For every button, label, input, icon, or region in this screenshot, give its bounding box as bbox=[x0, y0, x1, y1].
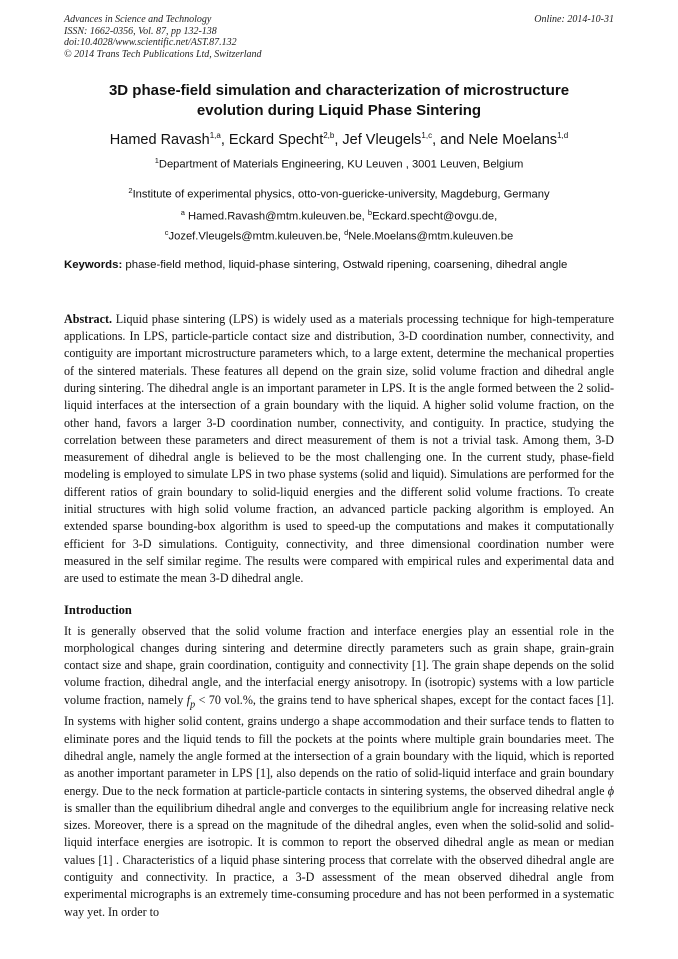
affiliation-2 bbox=[64, 183, 614, 203]
author-affiliation-mark: 2,b bbox=[323, 131, 335, 140]
intro-text: It is generally observed that the solid volume fraction and interface energies play an essential role in the morphological changes during sintering and determine directly parameters such as grain shape, grain-grain contact size and shape, grain coordination, contiguity and connectivity [1]. The grain shape depends on the solid volume fraction, dihedral angle, and the interfacial energy anisotropy. In (isotropic) systems with a low particle volume fraction, namely bbox=[64, 623, 614, 707]
author-affiliation-mark: 1,c bbox=[421, 131, 433, 140]
author-name: Jef Vleugels bbox=[342, 131, 422, 148]
abstract-paragraph bbox=[64, 311, 614, 588]
email-mark: b bbox=[367, 208, 373, 218]
author-name: Hamed Ravash bbox=[109, 131, 210, 148]
keywords-label: Keywords: bbox=[64, 258, 123, 271]
author-name: Nele Moelans bbox=[468, 131, 558, 148]
author-conjunction: and bbox=[440, 131, 465, 148]
online-date: Online: 2014-10-31 bbox=[534, 14, 614, 25]
doi-line: doi:10.4028/www.scientific.net/AST.87.132 bbox=[64, 37, 237, 48]
journal-header bbox=[64, 14, 614, 60]
title-line-2: evolution during Liquid Phase Sintering bbox=[196, 102, 482, 119]
journal-name: Advances in Science and Technology bbox=[64, 14, 212, 25]
email-line-1 bbox=[64, 205, 614, 225]
affiliation-mark: 2 bbox=[128, 185, 133, 195]
introduction-heading: Introduction bbox=[64, 602, 132, 617]
abstract-text: Liquid phase sintering (LPS) is widely used as a materials processing technique for high-temperature applications. In LPS, particle-particle contact size and distribution, 3-D coordination number, connectivity, and contiguity are important microstructure parameters which, to a large extent, determine the mechanical properties of the sintered materials. These features all depend on the grain size, solid volume fraction and dihedral angle during sintering. The dihedral angle is an important parameter in LPS. It is the angle formed between the 2 solid-liquid interfaces at the intersection of a grain boundary with the liquid. A higher solid volume fraction, on the other hand, favors a larger 3-D coordination number, connectivity, and contiguity. In practice, studying the correlation between these parameters and direct measurement of them is not a trivial task. Among them, 3-D measurement of dihedral angle is believed to be the most challenging one. In the current study, phase-field modeling is employed to simulate LPS in two phase systems (solid and liquid). Simulations are performed for the different ratios of grain boundary to solid-liquid energies and the different solid volume fractions. To create initial structures with high solid volume fraction, an advanced particle packing algorithm is employed. An extended sparse bounding-box algorithm is used to speed-up the computations and makes it computationally efficient for 3-D simulations. Contiguity, connectivity, and three dimensional coordination number were measured in the self similar regime. The results were compared with empirical rules and experimental data and are used to estimate the mean 3-D dihedral angle. bbox=[64, 311, 614, 586]
email-link[interactable]: Jozef.Vleugels@mtm.kuleuven.be, bbox=[168, 230, 341, 243]
issn-line: ISSN: 1662-0356, Vol. 87, pp 132-138 bbox=[64, 25, 217, 37]
author-affiliation-mark: 1,a bbox=[209, 131, 221, 140]
affiliation-text: Institute of experimental physics, otto-von-guericke-university, Magdeburg, Germany bbox=[132, 188, 550, 201]
keywords-text: phase-field method, liquid-phase sintering, Ostwald ripening, coarsening, dihedral angle bbox=[125, 258, 568, 271]
email-line-2 bbox=[64, 225, 614, 245]
introduction-paragraph bbox=[64, 623, 614, 921]
dihedral-angle-symbol: ϕ bbox=[607, 783, 614, 798]
intro-text: is smaller than the equilibrium dihedral angle and converges to the equilibrium angle for increasing relative neck sizes. Moreover, there is a spread on the magnitude of the dihedral angles, even when the solid-solid and solid-liquid interface energies are isotropic. It is common to report the observed dihedral angle as mean or median values [1] . Characteristics of a liquid phase sintering process that correlate with the observed dihedral angle are contiguity and connectivity. In practice, a 3-D assessment of the mean observed dihedral angle from experimental micrographs is an extremely time-consuming procedure and has not been performed in a systematic way yet. In order to bbox=[64, 800, 614, 919]
affiliation-1 bbox=[64, 153, 614, 173]
paper-title bbox=[64, 81, 614, 121]
volume-fraction-symbol: f bbox=[186, 692, 191, 707]
volume-fraction-limit: < 70 vol.% bbox=[195, 692, 253, 707]
author-affiliation-mark: 1,d bbox=[557, 131, 569, 140]
email-link[interactable]: Nele.Moelans@mtm.kuleuven.be bbox=[348, 230, 514, 243]
email-mark: a bbox=[180, 208, 185, 218]
email-mark: c bbox=[164, 228, 169, 238]
intro-text: , the grains tend to have spherical shapes, except for the contact faces [1]. In systems with higher solid content, grains undergo a shape accommodation and their surface tends to flatten to eliminate pores and the liquid tends to fill the pockets at the points where multiple grain boundaries meet. The dihedral angle, namely the angle formed at the intersection of a grain boundary with the liquid, which is reported as another important parameter in LPS [1], also depends on the ratio of solid-liquid interface and grain boundary energy. Due to the neck formation at particle-particle contacts in sintering systems, the observed dihedral angle bbox=[64, 692, 614, 798]
email-mark: d bbox=[344, 228, 349, 238]
email-link[interactable]: Hamed.Ravash@mtm.kuleuven.be, bbox=[188, 211, 365, 224]
affiliation-mark: 1 bbox=[154, 155, 159, 165]
volume-fraction-subscript: p bbox=[190, 699, 196, 711]
author-list: Hamed Ravash$^{1,a}$, Eckard Specht$^{2,b}$, Jef Vleugels$^{1,c}$, and Nele Moelans$^{1,d}$ bbox=[109, 131, 569, 148]
email-link[interactable]: Eckard.specht@ovgu.de, bbox=[372, 211, 498, 224]
copyright-line: © 2014 Trans Tech Publications Ltd, Switzerland bbox=[64, 48, 262, 60]
author-name: Eckard Specht bbox=[228, 131, 324, 148]
abstract-label: Abstract. bbox=[64, 311, 113, 326]
affiliation-text: Department of Materials Engineering, KU Leuven , 3001 Leuven, Belgium bbox=[158, 158, 524, 171]
keywords bbox=[64, 258, 614, 273]
email-block bbox=[64, 205, 614, 244]
title-line-1: 3D phase-field simulation and characterization of microstructure bbox=[108, 82, 570, 99]
